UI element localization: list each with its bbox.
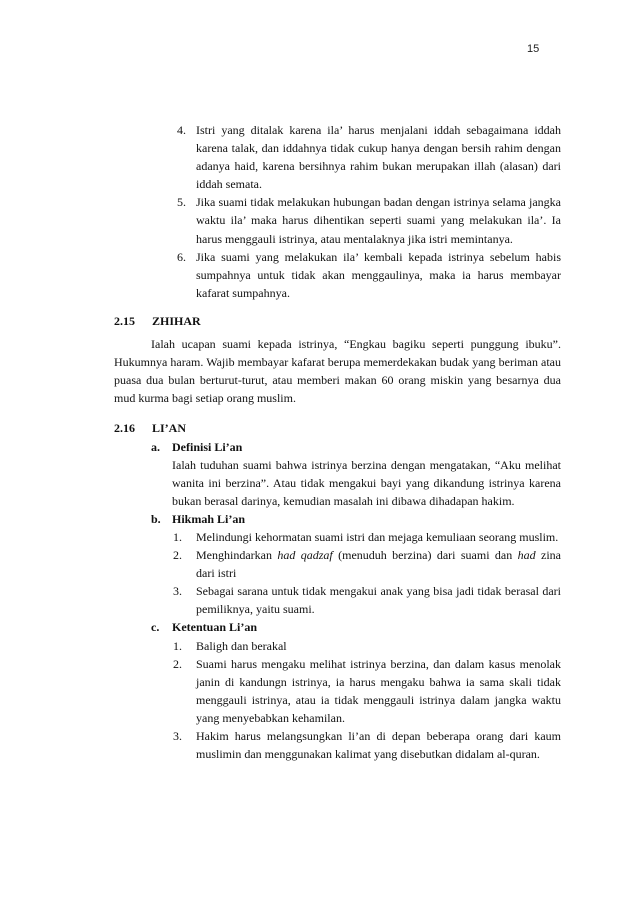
list-item [114,193,561,247]
text-run: zina dari istri [196,548,561,581]
section-number: 2.16 [114,421,135,436]
list-item-text: Istri yang ditalak karena ila’ harus menjalani iddah sebagaimana iddah karena talak, dan iddahnya tidak cukup hanya dengan bersih rahim dengan adanya haid, karena bersihnya rahim bukan merupakan illah (alasan) dari iddah semata. [196,123,561,192]
subsection-letter: b. [151,511,161,526]
section-number: 2.15 [114,313,135,328]
italic-term: had [517,548,536,563]
list-item-text: Suami harus mengaku melihat istrinya berzina, dan dalam kasus menolak janin di kandungn istrinya, ia harus mengaku bahwa ia sama skali tidak menggauli istrinya, atau ia tidak menggauli istrinya dalam jangka waktu yang menyebabkan kehamilan. [196,656,561,725]
section-title: LI’AN [152,421,187,436]
list-item-text [196,548,561,580]
page-content [114,121,561,763]
list-item-text: Sebagai sarana untuk tidak mengakui anak yang bisa jadi tidak berasal dari pemiliknya, yaitu suami. [196,584,561,617]
zhihar-paragraph: Ialah ucapan suami kepada istrinya, “Engkau bagiku seperti punggung ibuku”. Hukumnya haram. Wajib membayar kafarat berupa memerdekakan budak yang beriman atau puasa dua bulan berturut-turut, atau memberi makan 60 orang miskin yang besarnya dua mud kurma bagi setiap orang muslim. [114,337,561,406]
subsection-title: Definisi Li’an [172,439,243,454]
list-item-number: 6. [177,249,186,264]
list-item-text: Jika suami tidak melakukan hubungan badan dengan istrinya selama jangka waktu ila’ maka harus dihentikan seperti suami yang melakukan ila’. Ia harus menggauli istrinya, atau mentalaknya jika istri memintanya. [196,195,561,246]
list-item [114,727,561,763]
subsection-letter: a. [151,439,160,454]
text-run: (menuduh berzina) dari suami dan [332,548,518,563]
section-heading-lian [114,419,561,437]
list-item [114,528,561,546]
list-item-text: Jika suami yang melakukan ila’ kembali kepada istrinya sebelum habis sumpahnya untuk tidak akan menggaulinya, maka ia harus membayar kafarat sumpahnya. [196,249,561,300]
list-item [114,655,561,727]
list-item [114,582,561,618]
subsection-heading-definisi [114,438,561,456]
list-item-number: 1. [173,638,182,653]
list-item-number: 2. [173,656,182,671]
list-item-number: 1. [173,529,182,544]
list-item [114,121,561,193]
text-run: Menghindarkan [196,548,278,563]
italic-term: had qadzaf [277,548,333,563]
list-item [114,248,561,302]
list-item-text: Hakim harus melangsungkan li’an di depan beberapa orang dari kaum muslimin dan menggunakan kalimat yang disebutkan didalam al-quran. [196,729,561,762]
section-heading-zhihar [114,312,561,330]
subsection-heading-hikmah [114,510,561,528]
list-item [114,546,561,582]
subsection-heading-ketentuan [114,618,561,636]
section-title: ZHIHAR [152,313,201,328]
subsection-letter: c. [151,620,160,635]
list-item-number: 2. [173,548,182,563]
subsection-title: Ketentuan Li’an [172,620,258,635]
list-item-text: Baligh dan berakal [196,638,287,653]
subsection-title: Hikmah Li’an [172,511,246,526]
page-number: 15 [527,43,540,55]
list-item-text: Melindungi kehormatan suami istri dan mejaga kemuliaan seorang muslim. [196,529,559,544]
list-item-number: 3. [173,584,182,599]
definisi-paragraph: Ialah tuduhan suami bahwa istrinya berzina dengan mengatakan, “Aku melihat wanita ini berzina”. Atau tidak mengakui bayi yang dikandung istrinya karena bukan berasal darinya, kemudian masalah ini dibawa dihadapan hakim. [172,457,561,508]
list-item-number: 5. [177,195,186,210]
list-item [114,637,561,655]
list-item-number: 4. [177,123,186,137]
list-item-number: 3. [173,729,182,743]
